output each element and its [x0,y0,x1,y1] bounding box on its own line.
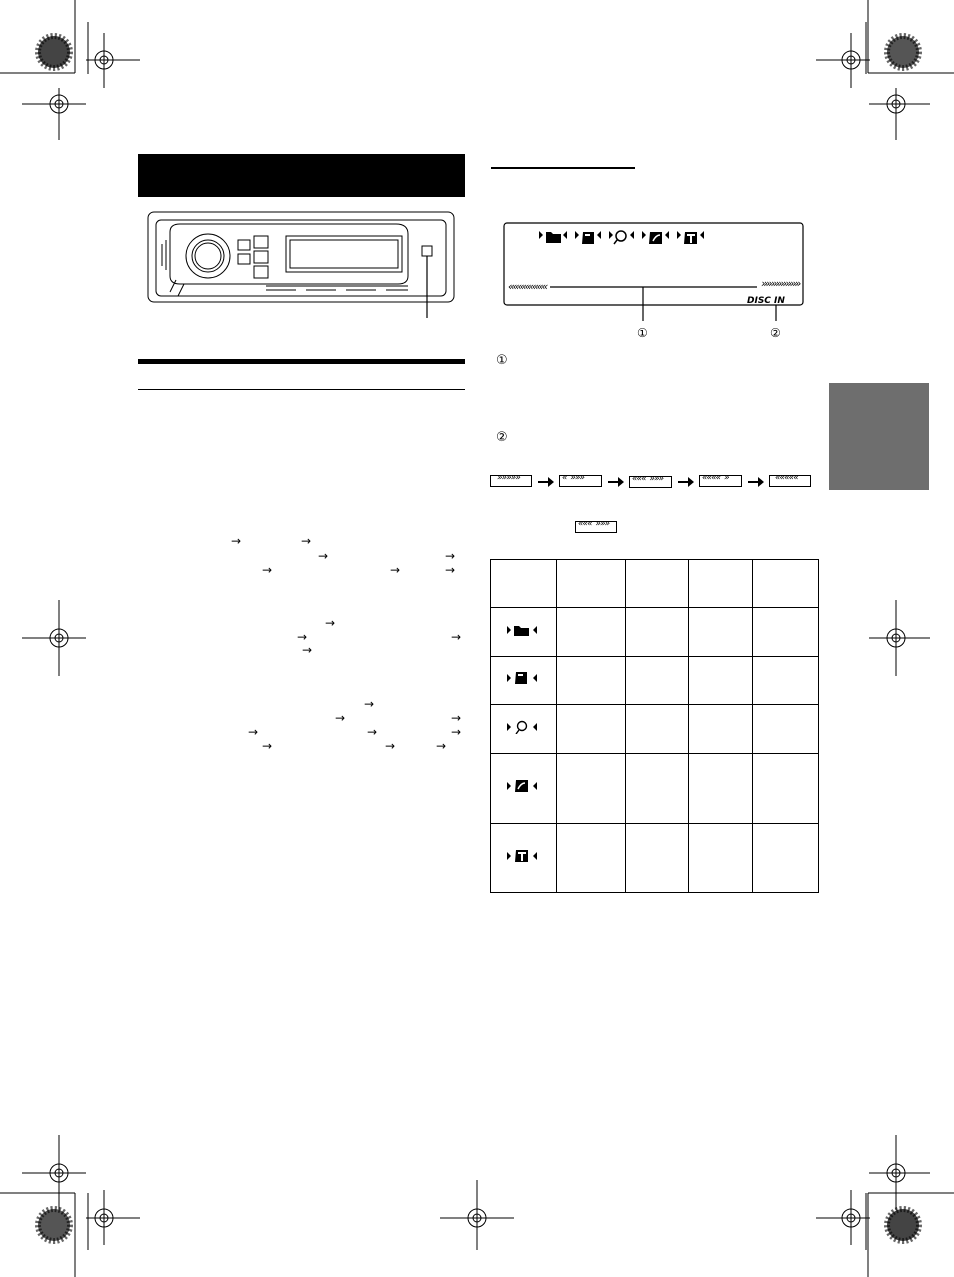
sequence-arrow: → [297,630,308,644]
svg-text:»»»»»»»»: »»»»»»»» [761,277,800,290]
album-icon [507,779,541,793]
folder-icon [539,231,567,243]
sequence-arrow: → [445,563,456,577]
heading-rule-thick [138,359,465,364]
display-icon-table [490,559,819,893]
sequence-arrow: → [325,616,336,630]
sequence-arrow: → [451,711,462,725]
title-icon [507,849,541,863]
table-header-row [491,560,819,608]
folder-icon [507,623,541,637]
table-row [491,754,819,824]
sequence-arrow: → [301,534,312,548]
level-box-inline-example-label: ««« »»» [578,519,610,529]
heading-rule-thin [138,389,465,390]
sequence-arrow: → [364,697,375,711]
artist-icon [507,720,541,734]
sequence-arrow: → [385,739,396,753]
table-row [491,608,819,657]
sequence-arrow-icon [748,477,764,487]
callout-1-marker: ① [496,353,508,368]
level-box-mid-mid-label: ««« »»» [632,474,664,484]
sequence-arrow: → [445,549,456,563]
album-icon [642,231,669,244]
sequence-arrow: → [262,563,273,577]
callout-2-marker: ② [496,430,508,445]
file-icon [507,671,541,685]
sequence-arrow-icon [538,477,554,487]
svg-text:««««««««: «««««««« [508,280,547,293]
head-unit-illustration [146,210,458,320]
level-box-full-right-label: »»»»» [497,473,520,483]
sequence-arrow: → [436,739,447,753]
lcd-display-illustration [503,221,805,341]
file-icon [575,231,601,244]
level-box-high-low-label: «««« » [702,473,729,483]
title-icon [677,231,704,244]
sequence-arrow: → [390,563,401,577]
level-box-full-left-label: ««««« [775,473,798,483]
sequence-arrow-icon [608,477,624,487]
sequence-arrow: → [451,630,462,644]
callout-2: ② [770,326,781,340]
sequence-arrow: → [318,549,329,563]
subheading-rule [491,167,635,169]
table-row [491,705,819,754]
sequence-arrow: → [302,643,313,657]
table-row [491,657,819,705]
sequence-arrow: → [367,725,378,739]
sequence-arrow-icon [678,477,694,487]
level-box-low-high-label: « »»» [562,473,584,483]
sequence-arrow: → [262,739,273,753]
chapter-side-tab [829,383,929,490]
section-title-bar [138,154,465,197]
sequence-arrow: → [335,711,346,725]
sequence-arrow: → [451,725,462,739]
table-row [491,824,819,893]
callout-1: ① [637,326,648,340]
sequence-arrow: → [231,534,242,548]
sequence-arrow: → [248,725,259,739]
artist-icon [609,231,634,244]
disc-in-indicator: DISC IN [747,296,785,306]
